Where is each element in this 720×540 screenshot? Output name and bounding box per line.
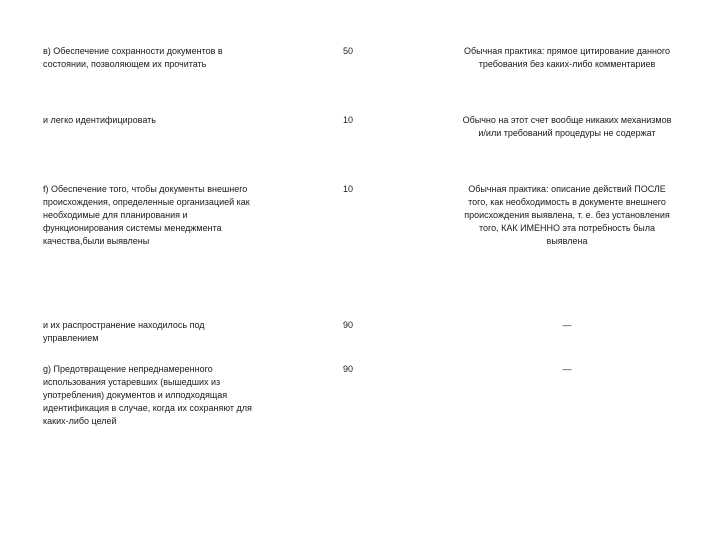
criterion-text: g) Предотвращение непреднамеренного использования устаревших (вышедших из употребления) документов и илподходящая идентификация в случае, когда их сохраняют для каких-либо целей	[43, 364, 252, 426]
practice-note: Обычно на этот счет вообще никаких механизмов и/или требований процедуры не содержат	[462, 115, 672, 138]
score-value: 10	[343, 115, 354, 125]
criterion-text: в) Обеспечение сохранности документов в состоянии, позволяющем их прочитать	[43, 46, 223, 69]
practice-note: —	[562, 320, 572, 330]
score-value: 50	[343, 46, 354, 56]
criterion-text: f) Обеспечение того, чтобы документы внешнего происхождения, определенные организацией как необходимые для планирования и функционирования системы менеджмента качества,были выявлены	[43, 184, 250, 246]
score-value: 90	[343, 320, 354, 330]
criterion-text: и легко идентифицировать	[43, 115, 156, 125]
score-value: 10	[343, 184, 354, 194]
practice-note: —	[562, 364, 572, 374]
score-value: 90	[343, 364, 354, 374]
criterion-text: и их распространение находилось под управлением	[43, 320, 205, 343]
practice-note: Обычная практика: прямое цитирование данного требования без каких-либо комментариев	[463, 46, 671, 69]
practice-note: Обычная практика: описание действий ПОСЛЕ того, как необходимость в документе внешнего происхождения выявлена, т. е. без установления того, КАК ИМЕННО эта потребность была выявлена	[464, 184, 670, 246]
